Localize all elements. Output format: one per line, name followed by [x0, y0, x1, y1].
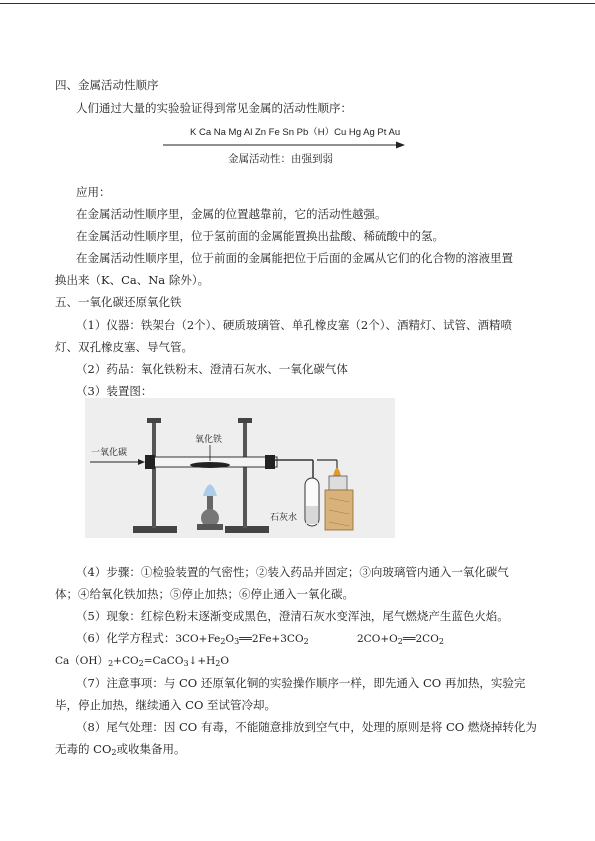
phenomena: （5）现象：红棕色粉末逐渐变成黑色，澄清石灰水变浑浊，尾气燃烧产生蓝色火焰。	[76, 609, 509, 623]
label-limewater: 石灰水	[270, 513, 298, 523]
tail-gas-line2: 无毒的 $CO_2$或收集备用。	[55, 742, 186, 757]
rule-3-line1: 在金属活动性顺序里，位于前面的金属能把位于后面的金属从它们的化合物的溶液里置	[76, 251, 513, 265]
tail-gas-line1: （8）尾气处理：因 CO 有毒，不能随意排放到空气中，处理的原则是将 CO 燃烧掉转化为	[76, 720, 537, 734]
steps-line1: （4）步骤：①检验装置的气密性；②装入药品并固定；③向玻璃管内通入一氧化碳气	[76, 565, 509, 579]
label-fe2o3: 氧化铁	[195, 435, 223, 445]
rule-1: 在金属活动性顺序里，金属的位置越靠前，它的活动性越强。	[76, 207, 387, 221]
instruments-line2: 灯、双孔橡皮塞、导气管。	[55, 340, 193, 354]
section4-heading: 四、金属活动性顺序	[55, 78, 159, 92]
section4-intro: 人们通过大量的实验验证得到常见金属的活动性顺序：	[76, 101, 352, 115]
apparatus-label: （3）装置图：	[76, 384, 153, 398]
stand-rod-right	[243, 420, 247, 528]
label-co: 一氧化碳	[91, 448, 128, 458]
notes-line1: （7）注意事项：与 CO 还原氧化铜的实验操作顺序一样，即先通入 CO 再加热，实验完	[76, 676, 526, 690]
header-rule	[0, 3, 595, 4]
equation-label: （6）化学方程式：	[76, 631, 176, 645]
activity-series: K Ca Na Mg Al Zn Fe Sn Pb（H）Cu Hg Ag Pt Au	[190, 127, 401, 138]
rule-3-line2: 换出来（K、Ca、Na 除外）。	[55, 273, 210, 287]
rule-2: 在金属活动性顺序里，位于氢前面的金属能置换出盐酸、稀硫酸中的氢。	[76, 229, 444, 243]
equation-line	[76, 631, 309, 649]
iron-oxide-powder	[190, 462, 230, 468]
application-label: 应用：	[76, 185, 111, 199]
reagents: （2）药品：氧化铁粉末、澄清石灰水、一氧化碳气体	[76, 362, 348, 376]
equation-3: $Ca(OH)_2+CO_2=CaCO_3↓+H_2O$	[55, 655, 229, 668]
section5-heading: 五、一氧化碳还原氧化铁	[55, 295, 182, 309]
steps-line2: 体；④给氧化铁加热；⑤停止加热；⑥停止通入一氧化碳。	[55, 587, 354, 601]
equation-2: $2CO+O_2══2CO_2$	[357, 633, 444, 646]
activity-arrow	[163, 140, 405, 150]
activity-arrow-caption: 金属活动性：由强到弱	[228, 153, 333, 165]
apparatus-figure	[85, 398, 395, 538]
notes-line2: 毕，停止加热，继续通入 CO 至试管冷却。	[55, 698, 277, 712]
equation-1: $3CO+Fe_2O_3══2Fe+3CO_2$	[175, 633, 309, 646]
instruments-line1: （1）仪器：铁架台（2个）、硬质玻璃管、单孔橡皮塞（2个）、酒精灯、试管、酒精喷	[76, 318, 512, 332]
stand-rod-left	[152, 420, 156, 528]
